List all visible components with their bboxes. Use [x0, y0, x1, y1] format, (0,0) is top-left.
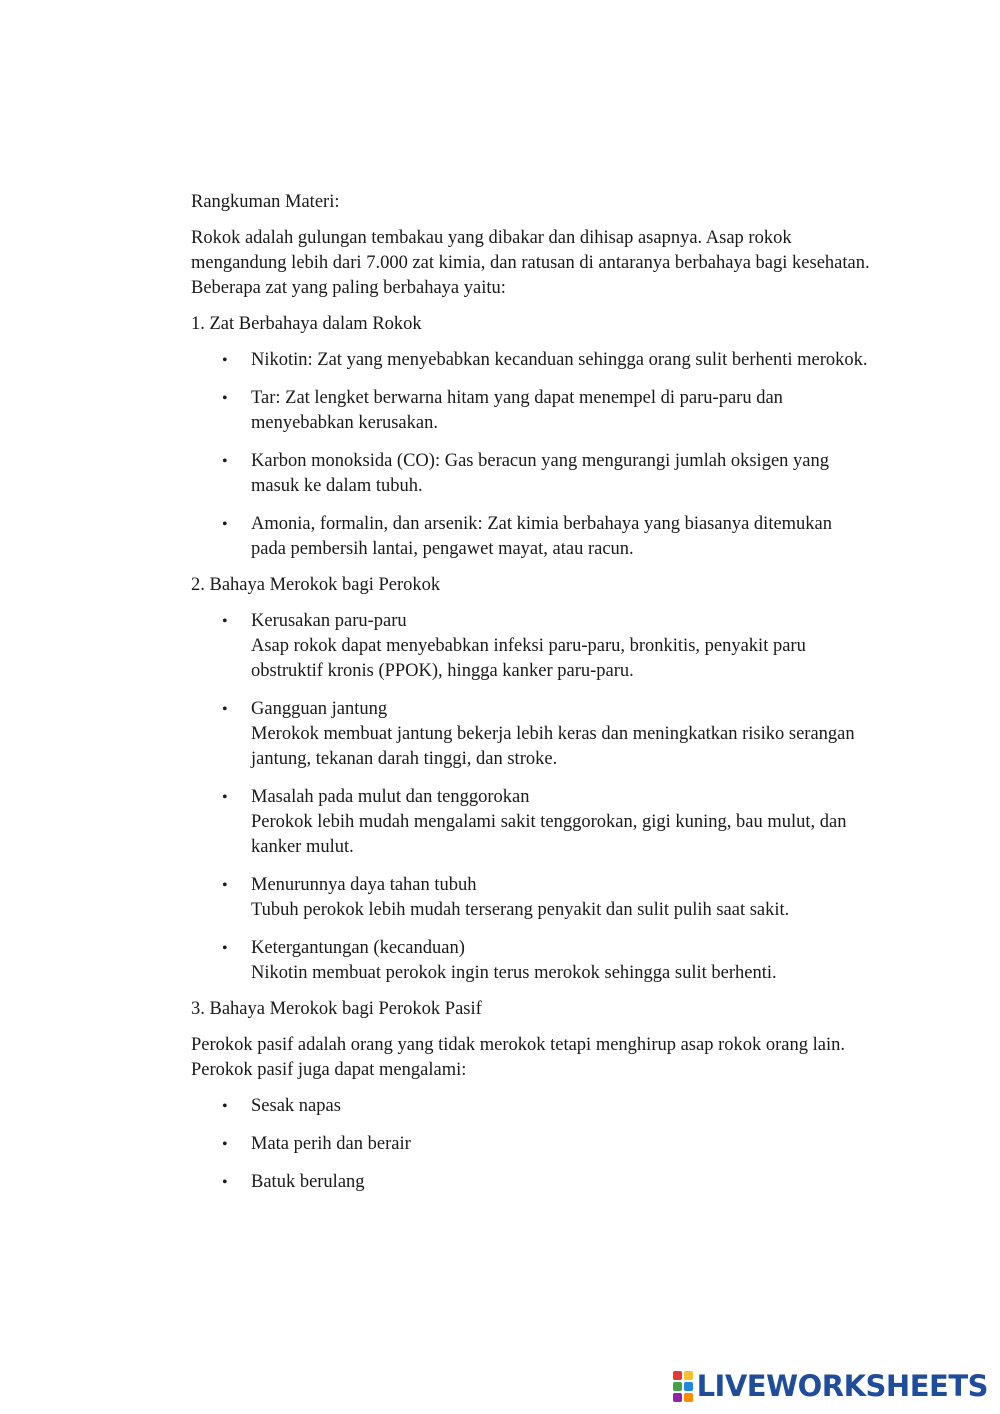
document-body: [191, 190, 871, 1206]
bullet-icon: •: [222, 1098, 228, 1115]
list-item-text: Sesak napas: [251, 1096, 341, 1116]
list-item-text: Batuk berulang: [251, 1172, 365, 1192]
list-item: [191, 386, 871, 436]
list-item-desc: Nikotin membuat perokok ingin terus merokok sehingga sulit berhenti.: [251, 963, 777, 983]
bullet-icon: •: [222, 613, 228, 630]
bullet-icon: •: [222, 390, 228, 407]
bullet-icon: •: [222, 1174, 228, 1191]
list-item: [191, 1132, 871, 1157]
list-item-text: Tar: Zat lengket berwarna hitam yang dapat menempel di paru-paru dan menyebabkan kerusakan.: [251, 388, 783, 433]
logo-block: [684, 1382, 693, 1391]
logo-block: [673, 1393, 682, 1402]
bullet-icon: •: [222, 789, 228, 806]
bullet-icon: •: [222, 1136, 228, 1153]
list-item: [191, 348, 871, 373]
section-1-heading: 1. Zat Berbahaya dalam Rokok: [191, 314, 422, 334]
logo-block: [684, 1393, 693, 1402]
section-2-list: [191, 609, 871, 986]
bullet-icon: •: [222, 877, 228, 894]
list-item-text: Amonia, formalin, dan arsenik: Zat kimia berbahaya yang biasanya ditemukan pada pembersih lantai, pengawet mayat, atau racun.: [251, 514, 833, 559]
list-item-title: Masalah pada mulut dan tenggorokan: [251, 787, 530, 807]
list-item: [191, 936, 871, 986]
list-item-text: Karbon monoksida (CO): Gas beracun yang mengurangi jumlah oksigen yang masuk ke dalam tubuh.: [251, 451, 829, 496]
list-item-desc: Tubuh perokok lebih mudah terserang penyakit dan sulit pulih saat sakit.: [251, 900, 790, 920]
list-item: [191, 609, 871, 684]
bullet-icon: •: [222, 453, 228, 470]
section-3-list: [191, 1094, 871, 1195]
bullet-icon: •: [222, 701, 228, 718]
list-item-desc: Perokok lebih mudah mengalami sakit tenggorokan, gigi kuning, bau mulut, dan kanker mulut.: [251, 812, 847, 857]
section-3-intro: Perokok pasif adalah orang yang tidak merokok tetapi menghirup asap rokok orang lain. Perokok pasif juga dapat mengalami:: [191, 1035, 845, 1080]
list-item: [191, 449, 871, 499]
summary-title: Rangkuman Materi:: [191, 192, 340, 212]
bullet-icon: •: [222, 516, 228, 533]
list-item-text: Mata perih dan berair: [251, 1134, 411, 1154]
logo-block: [673, 1371, 682, 1380]
bullet-icon: •: [222, 352, 228, 369]
logo-block: [684, 1371, 693, 1380]
bullet-icon: •: [222, 940, 228, 957]
section-3-heading: 3. Bahaya Merokok bagi Perokok Pasif: [191, 999, 482, 1019]
list-item-desc: Merokok membuat jantung bekerja lebih keras dan meningkatkan risiko serangan jantung, tekanan darah tinggi, dan stroke.: [251, 724, 855, 769]
logo-block: [673, 1382, 682, 1391]
list-item: [191, 512, 871, 562]
list-item: [191, 873, 871, 923]
list-item-title: Ketergantungan (kecanduan): [251, 938, 465, 958]
list-item: [191, 785, 871, 860]
liveworksheets-logo-icon: [673, 1371, 693, 1402]
section-1-list: [191, 348, 871, 562]
list-item: [191, 1094, 871, 1119]
list-item: [191, 1170, 871, 1195]
list-item-title: Menurunnya daya tahan tubuh: [251, 875, 477, 895]
intro-paragraph: Rokok adalah gulungan tembakau yang dibakar dan dihisap asapnya. Asap rokok mengandung lebih dari 7.000 zat kimia, dan ratusan di antaranya berbahaya bagi kesehatan. Beberapa zat yang paling berbahaya yaitu:: [191, 228, 870, 298]
section-2-heading: 2. Bahaya Merokok bagi Perokok: [191, 575, 441, 595]
list-item: [191, 697, 871, 772]
list-item-text: Nikotin: Zat yang menyebabkan kecanduan sehingga orang sulit berhenti merokok.: [251, 350, 868, 370]
brand-name: LIVEWORKSHEETS: [696, 1369, 988, 1403]
list-item-title: Gangguan jantung: [251, 699, 388, 719]
list-item-desc: Asap rokok dapat menyebabkan infeksi paru-paru, bronkitis, penyakit paru obstruktif kronis (PPOK), hingga kanker paru-paru.: [251, 636, 806, 681]
liveworksheets-brand: [673, 1371, 988, 1402]
list-item-title: Kerusakan paru-paru: [251, 611, 407, 631]
